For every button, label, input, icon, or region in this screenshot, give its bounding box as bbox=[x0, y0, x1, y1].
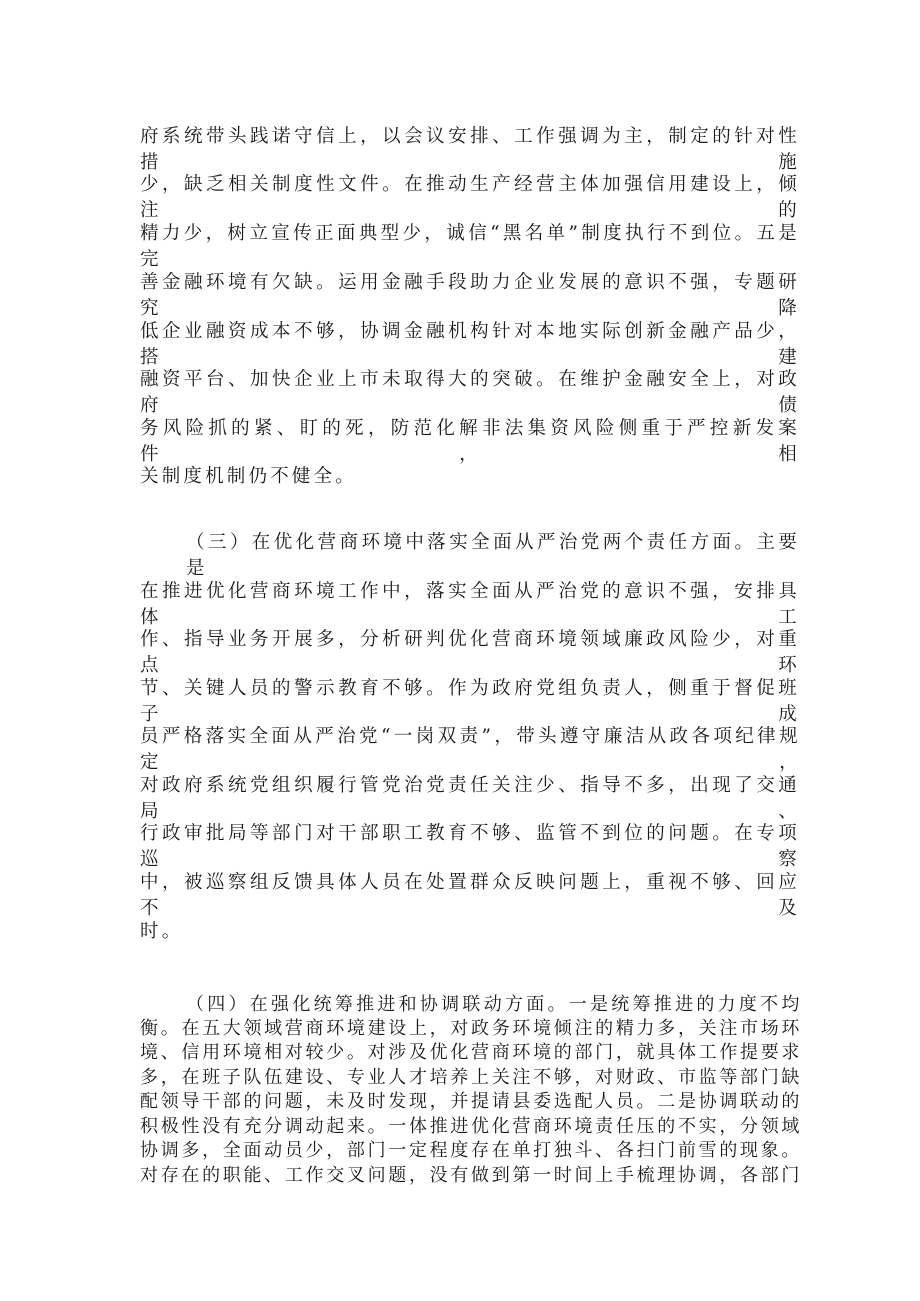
paragraph-line: 时。 bbox=[140, 921, 184, 942]
paragraph-line: 积极性没有充分调动起来。一体推进优化营商环境责任压的不实，分领域 bbox=[140, 1116, 800, 1137]
paragraph-line: 府系统带头践诺守信上，以会议安排、工作强调为主，制定的针对性措施 bbox=[140, 126, 800, 173]
paragraph-line: 少，缺乏相关制度性文件。在推动生产经营主体加强信用建设上，倾注的 bbox=[140, 174, 800, 221]
paragraph-line: 融资平台、加快企业上市未取得大的突破。在维护金融安全上，对政府债 bbox=[140, 369, 800, 416]
paragraph-line: 节、关键人员的警示教育不够。作为政府党组负责人，侧重于督促班子成 bbox=[140, 678, 800, 725]
section-3-heading-line: （三）在优化营商环境中落实全面从严治党两个责任方面。主要是 bbox=[186, 532, 800, 579]
paragraph-line: 善金融环境有欠缺。运用金融手段助力企业发展的意识不强，专题研究降 bbox=[140, 272, 800, 319]
paragraph-line: 对政府系统党组织履行管党治党责任关注少、指导不多，出现了交通局、 bbox=[140, 775, 800, 822]
paragraph-line: 作、指导业务开展多，分析研判优化营商环境领域廉政风险少，对重点环 bbox=[140, 629, 800, 676]
paragraph-line: 协调多，全面动员少，部门一定程度存在单打独斗、各扫门前雪的现象。 bbox=[140, 1140, 800, 1161]
paragraph-line: 中，被巡察组反馈具体人员在处置群众反映问题上，重视不够、回应不及 bbox=[140, 872, 800, 919]
paragraph-line: 多，在班子队伍建设、专业人才培养上关注不够，对财政、市监等部门缺 bbox=[140, 1067, 800, 1088]
paragraph-line: 关制度机制仍不健全。 bbox=[140, 466, 358, 487]
paragraph-line: 配领导干部的问题，未及时发现，并提请县委选配人员。二是协调联动的 bbox=[140, 1091, 800, 1112]
section-4-heading-line: （四）在强化统筹推进和协调联动方面。一是统筹推进的力度不均 bbox=[186, 994, 800, 1015]
paragraph-line: 员严格落实全面从严治党“一岗双责”，带头遵守廉洁从政各项纪律规定， bbox=[140, 726, 800, 773]
paragraph-line: 对存在的职能、工作交叉问题，没有做到第一时间上手梳理协调，各部门 bbox=[140, 1165, 800, 1186]
paragraph-line: 行政审批局等部门对干部职工教育不够、监管不到位的问题。在专项巡察 bbox=[140, 823, 800, 870]
paragraph-line: 境、信用环境相对较少。对涉及优化营商环境的部门，就具体工作提要求 bbox=[140, 1042, 800, 1063]
paragraph-line: 衡。在五大领域营商环境建设上，对政务环境倾注的精力多，关注市场环 bbox=[140, 1018, 800, 1039]
paragraph-line: 务风险抓的紧、盯的死，防范化解非法集资风险侧重于严控新发案件，相 bbox=[140, 418, 800, 465]
paragraph-line: 精力少，树立宣传正面典型少，诚信“黑名单”制度执行不到位。五是完 bbox=[140, 223, 800, 270]
paragraph-line: 在推进优化营商环境工作中，落实全面从严治党的意识不强，安排具体工 bbox=[140, 581, 800, 628]
paragraph-line: 低企业融资成本不够，协调金融机构针对本地实际创新金融产品少，搭建 bbox=[140, 321, 800, 368]
